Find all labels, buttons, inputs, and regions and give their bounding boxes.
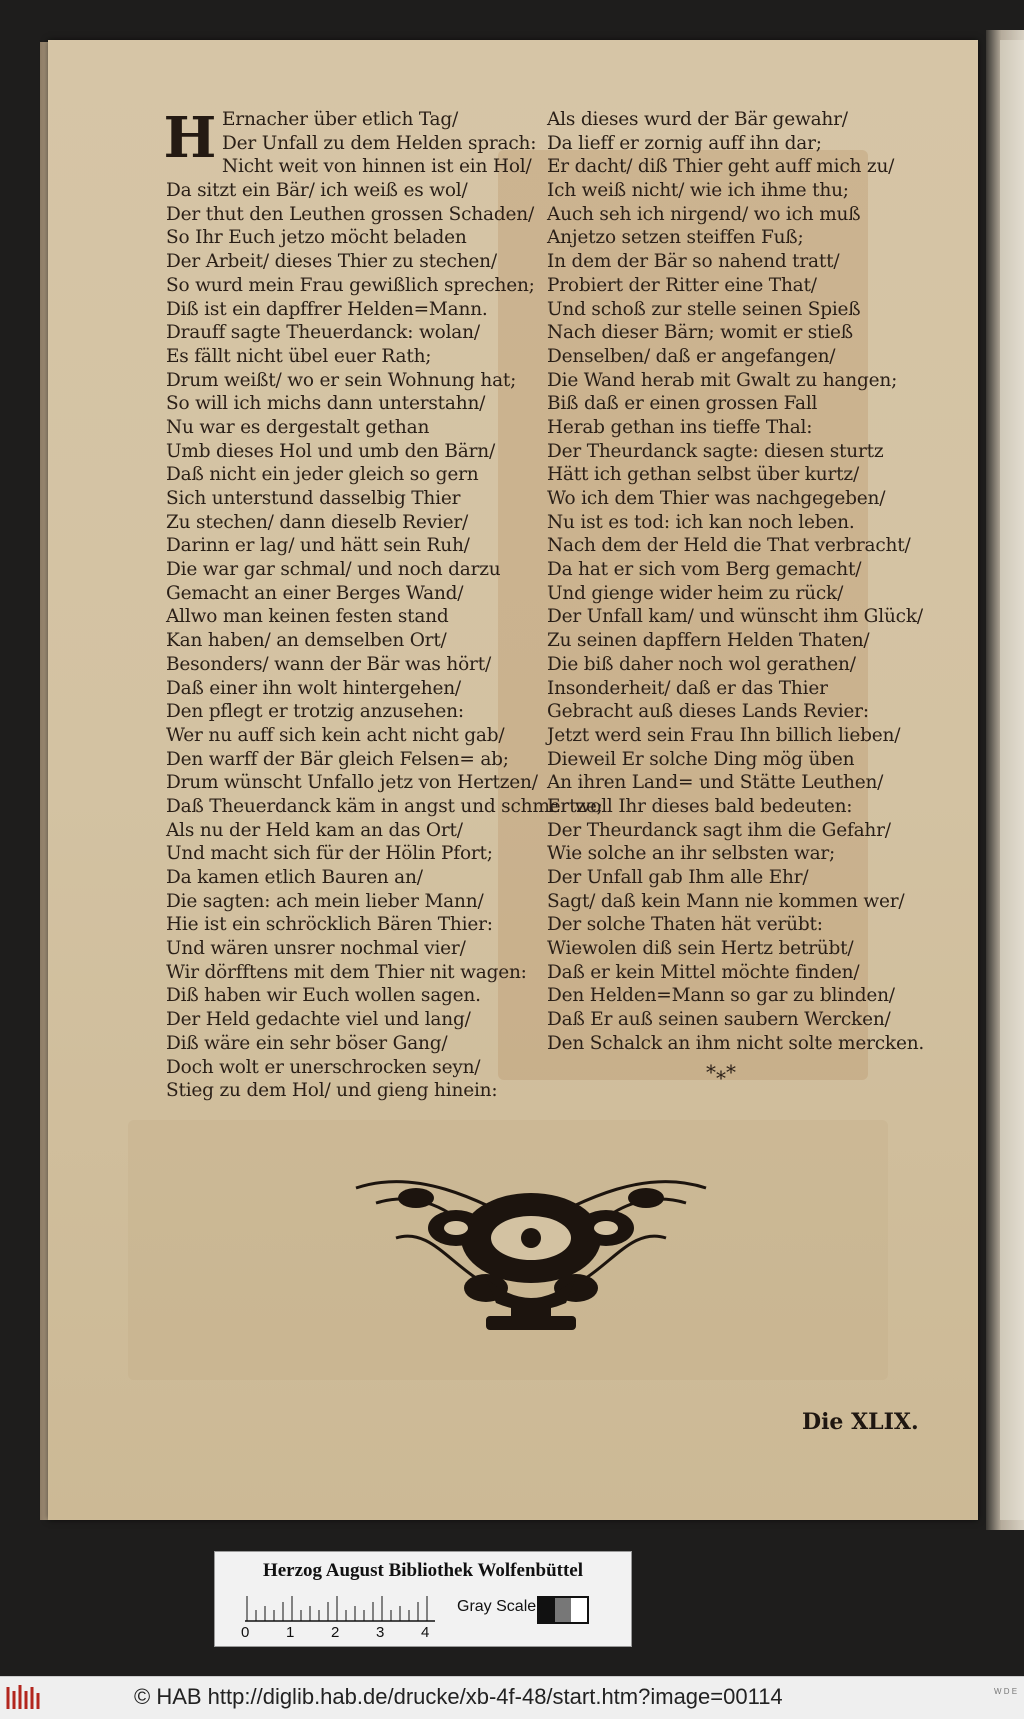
verse-line: Und schoß zur stelle seinen Spieß [547,298,861,320]
verse-line: Besonders/ wann der Bär was hört/ [166,653,491,675]
verse-line: Als nu der Held kam an das Ort/ [166,819,463,841]
verse-line: Denselben/ daß er angefangen/ [547,345,836,367]
verse-line: Den Schalck an ihm nicht solte mercken. [547,1032,925,1054]
verse-line: Umb dieses Hol und umb den Bärn/ [166,440,495,462]
asterism: *⁎* [706,1060,736,1084]
verse-line: Allwo man keinen festen stand [166,606,449,628]
verse-line: In dem der Bär so nahend tratt/ [547,251,840,273]
verse-line: Diß haben wir Euch wollen sagen. [166,985,481,1007]
verse-line: Es fällt nicht übel euer Rath; [166,345,432,367]
verse-line: Die sagten: ach mein lieber Mann/ [166,890,484,912]
verse-line: Der Theurdanck sagt ihm die Gefahr/ [547,819,891,841]
verse-line: Wiewolen diß sein Hertz betrübt/ [547,938,854,960]
verse-line: Daß er kein Mittel möchte finden/ [547,961,860,983]
verse-line: Sagt/ daß kein Mann nie kommen wer/ [547,890,905,912]
verse-line: Insonderheit/ daß er das Thier [547,677,828,699]
drop-cap-initial: H [163,105,217,171]
ruler-number: 2 [331,1624,340,1641]
verse-line: Gemacht an einer Berges Wand/ [166,582,464,604]
scale-card [214,1551,632,1647]
verse-line: Wer nu auff sich kein acht nicht gab/ [166,724,505,746]
verse-line: Wir dörfftens mit dem Thier nit wagen: [166,961,527,983]
verse-line: So will ich michs dann unterstahn/ [166,393,486,415]
verse-line: Da lieff er zornig auff ihn dar; [547,132,822,154]
ruler-scale [245,1596,435,1622]
verse-line: An ihren Land= und Stätte Leuthen/ [547,772,884,794]
verse-line: Die war gar schmal/ und noch darzu [166,559,501,581]
verse-line: Ernacher über etlich Tag/ [222,109,459,130]
verse-line: Da hat er sich vom Berg gemacht/ [547,559,862,581]
verse-line: Die biß daher noch wol gerathen/ [547,653,856,675]
verse-line: Nach dieser Bärn; womit er stieß [547,322,853,344]
verse-line: Der thut den Leuthen grossen Schaden/ [166,203,534,225]
left-text-column [166,108,603,1103]
verse-line: Hätt ich gethan selbst über kurtz/ [547,464,859,486]
verse-line: So wurd mein Frau gewißlich sprechen; [166,274,535,296]
ruler-number: 1 [286,1624,295,1641]
verse-line: Jetzt werd sein Frau Ihn billich lieben/ [547,724,901,746]
verse-line: Und gienge wider heim zu rück/ [547,582,844,604]
verse-line: Da sitzt ein Bär/ ich weiß es wol/ [166,180,468,202]
verse-line: Der solche Thaten hät verübt: [547,914,823,936]
verse-line: Darinn er lag/ und hätt sein Ruh/ [166,535,470,557]
verse-line: Drum weißt/ wo er sein Wohnung hat; [166,369,517,391]
verse-line: Der Held gedachte viel und lang/ [166,1009,471,1031]
verse-line: Diß wäre ein sehr böser Gang/ [166,1032,448,1054]
verse-line: Daß einer ihn wolt hintergehen/ [166,677,461,699]
right-text-column [547,108,925,1056]
footer-bar [0,1676,1024,1719]
verse-line: Sich unterstund dasselbig Thier [166,488,461,509]
library-name: Herzog August Bibliothek Wolfenbüttel [262,1560,584,1581]
verse-line: Wo ich dem Thier was nachgegeben/ [547,488,886,509]
verse-line: Wie solche an ihr selbsten war; [547,843,836,865]
verse-line: Der Unfall gab Ihm alle Ehr/ [547,867,809,888]
verse-line: Daß Er auß seinen saubern Wercken/ [547,1009,891,1031]
verse-line: Der Arbeit/ dieses Thier zu stechen/ [166,251,497,273]
verse-line: Diß ist ein dapffrer Helden=Mann. [166,298,488,320]
ruler-numbers [241,1624,441,1642]
verse-line: Und wären unsrer nochmal vier/ [166,938,466,960]
verse-line: Hie ist ein schröcklich Bären Thier: [166,914,493,936]
verse-line: Doch wolt er unerschrocken seyn/ [166,1056,481,1078]
verse-line: So Ihr Euch jetzo möcht beladen [166,227,467,249]
verse-line: Kan haben/ an demselben Ort/ [166,630,447,652]
verse-line: Daß Theuerdanck käm in angst und schmertze; [166,795,603,817]
verse-line: Drauff sagte Theuerdanck: wolan/ [166,322,480,344]
verse-line: Der Unfall kam/ und wünscht ihm Glück/ [547,606,923,628]
verse-line: Als dieses wurd der Bär gewahr/ [547,109,848,130]
verse-line: Der Unfall zu dem Helden sprach: [222,132,537,154]
verse-line: Ich weiß nicht/ wie ich ihme thu; [547,180,849,202]
verse-line: Probiert der Ritter eine That/ [547,274,817,296]
hab-logo-icon [4,1683,46,1713]
vase-ornament-illustration [336,1168,726,1338]
verse-line: Zu seinen dapffern Helden Thaten/ [547,630,870,652]
verse-line: Biß daß er einen grossen Fall [547,393,818,415]
ruler-number: 4 [421,1624,430,1641]
verse-line: Den warff der Bär gleich Felsen= ab; [166,748,509,770]
verse-line: Nu war es dergestalt gethan [166,416,430,438]
verse-line: Er dacht/ diß Thier geht auff mich zu/ [547,156,895,178]
verse-line: Stieg zu dem Hol/ und gieng hinein: [166,1080,498,1102]
verse-line: Dieweil Er solche Ding mög üben [547,748,855,770]
verse-line: Daß nicht ein jeder gleich so gern [166,464,479,486]
verse-line: Nach dem der Held die That verbracht/ [547,535,911,557]
verse-line: Den pflegt er trotzig anzusehen: [166,701,464,723]
verse-line: Den Helden=Mann so gar zu blinden/ [547,985,895,1007]
copyright-url: © HAB http://diglib.hab.de/drucke/xb-4f-48/start.htm?image=00114 [134,1684,783,1709]
verse-line: Die Wand herab mit Gwalt zu hangen; [547,369,898,391]
gray-scale-swatch [537,1596,589,1624]
verse-line: Nu ist es tod: ich kan noch leben. [547,511,855,533]
verse-line: Nicht weit von hinnen ist ein Hol/ [222,156,532,178]
verse-line: Er woll Ihr dieses bald bedeuten: [547,795,853,817]
verse-line: Herab gethan ins tieffe Thal: [547,416,813,438]
ruler-number: 3 [376,1624,385,1641]
verse-line: Anjetzo setzen steiffen Fuß; [547,227,804,249]
verse-line: Und macht sich für der Hölin Pfort; [166,843,493,865]
catchword: Die XLIX. [802,1409,919,1435]
verse-line: Der Theurdanck sagte: diesen sturtz [547,440,884,462]
verse-line: Da kamen etlich Bauren an/ [166,867,423,888]
next-page-paper [1000,40,1024,1520]
verse-line: Gebracht auß dieses Lands Revier: [547,701,869,723]
ruler-number: 0 [241,1624,250,1641]
footer-marker: W D E [994,1687,1018,1696]
verse-line: Zu stechen/ dann dieselb Revier/ [166,511,469,533]
verse-line: Drum wünscht Unfallo jetz von Hertzen/ [166,772,538,794]
verse-line: Auch seh ich nirgend/ wo ich muß [547,203,861,225]
gray-scale-label: Gray Scale [457,1598,537,1615]
